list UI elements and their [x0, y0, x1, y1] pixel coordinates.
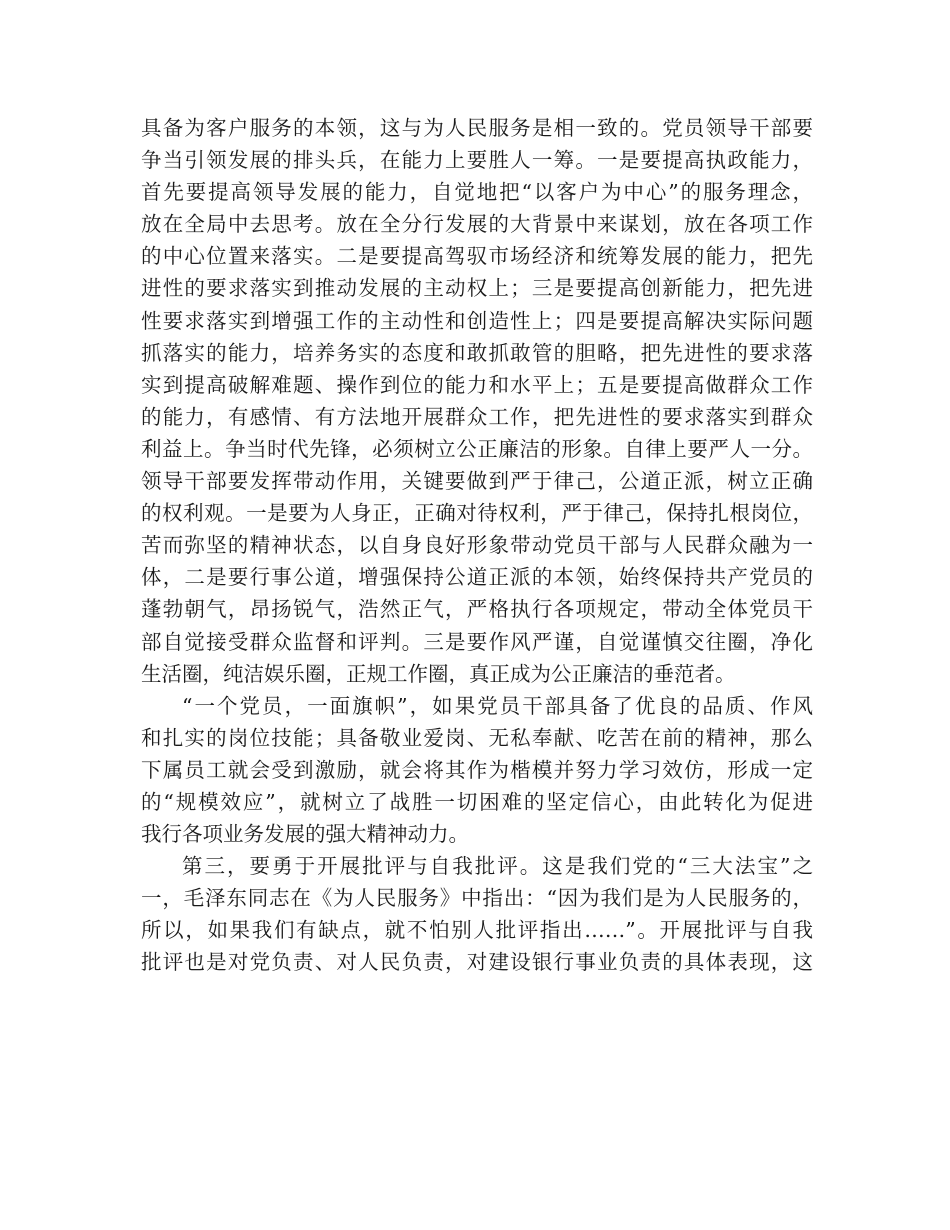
paragraph-2 — [141, 690, 813, 850]
text-line: 蓬勃朝气，昂扬锐气，浩然正气，严格执行各项规定，带动全体党员干 — [141, 597, 813, 622]
paragraph-3 — [141, 850, 813, 978]
text-line: 体，二是要行事公道，增强保持公道正派的本领，始终保持共产党员的 — [141, 565, 813, 590]
text-line: 生活圈，纯洁娱乐圈，正规工作圈，真正成为公正廉洁的垂范者。 — [141, 661, 736, 686]
text-line: 放在全局中去思考。放在全分行发展的大背景中来谋划，放在各项工作 — [141, 212, 813, 237]
text-line: “一个党员，一面旗帜”，如果党员干部具备了优良的品质、作风 — [182, 693, 813, 718]
text-line: 的中心位置来落实。二是要提高驾驭市场经济和统筹发展的能力，把先 — [141, 244, 813, 269]
text-line: 利益上。争当时代先锋，必须树立公正廉洁的形象。自律上要严人一分。 — [141, 436, 813, 461]
text-line: 一，毛泽东同志在《为人民服务》中指出：“因为我们是为人民服务的， — [141, 886, 813, 911]
text-line: 的能力，有感情、有方法地开展群众工作，把先进性的要求落实到群众 — [141, 404, 813, 429]
text-line: 苦而弥坚的精神状态，以自身良好形象带动党员干部与人民群众融为一 — [141, 533, 813, 558]
text-line: 具备为客户服务的本领，这与为人民服务是相一致的。党员领导干部要 — [141, 116, 813, 140]
text-line: 批评也是对党负责、对人民负责，对建设银行事业负责的具体表现，这 — [141, 950, 813, 975]
text-line: 首先要提高领导发展的能力，自觉地把“以客户为中心”的服务理念， — [141, 180, 813, 205]
text-line: 部自觉接受群众监督和评判。三是要作风严谨，自觉谨慎交往圈，净化 — [141, 629, 813, 654]
text-line: 我行各项业务发展的强大精神动力。 — [141, 822, 469, 847]
text-line: 领导干部要发挥带动作用，关键要做到严于律己，公道正派，树立正确 — [141, 469, 813, 494]
text-line: 进性的要求落实到推动发展的主动权上；三是要提高创新能力，把先进 — [141, 276, 813, 301]
text-line: 争当引领发展的排头兵，在能力上要胜人一筹。一是要提高执政能力， — [141, 148, 813, 173]
text-line: 所以，如果我们有缺点，就不怕别人批评指出……”。开展批评与自我 — [141, 918, 813, 943]
text-line: 性要求落实到增强工作的主动性和创造性上；四是要提高解决实际问题 — [141, 308, 813, 333]
body-text — [141, 112, 813, 979]
text-line: 第三，要勇于开展批评与自我批评。这是我们党的“三大法宝”之 — [182, 854, 813, 879]
text-line: 的权利观。一是要为人身正，正确对待权利，严于律己，保持扎根岗位， — [141, 501, 813, 526]
text-line: 下属员工就会受到激励，就会将其作为楷模并努力学习效仿，形成一定 — [141, 757, 813, 782]
paragraph-1 — [141, 112, 813, 690]
text-line: 抓落实的能力，培养务实的态度和敢抓敢管的胆略，把先进性的要求落 — [141, 340, 813, 365]
text-line: 实到提高破解难题、操作到位的能力和水平上；五是要提高做群众工作 — [141, 372, 813, 397]
text-line: 的“规模效应”，就树立了战胜一切困难的坚定信心，由此转化为促进 — [141, 789, 813, 814]
text-line: 和扎实的岗位技能；具备敬业爱岗、无私奉献、吃苦在前的精神，那么 — [141, 725, 813, 750]
